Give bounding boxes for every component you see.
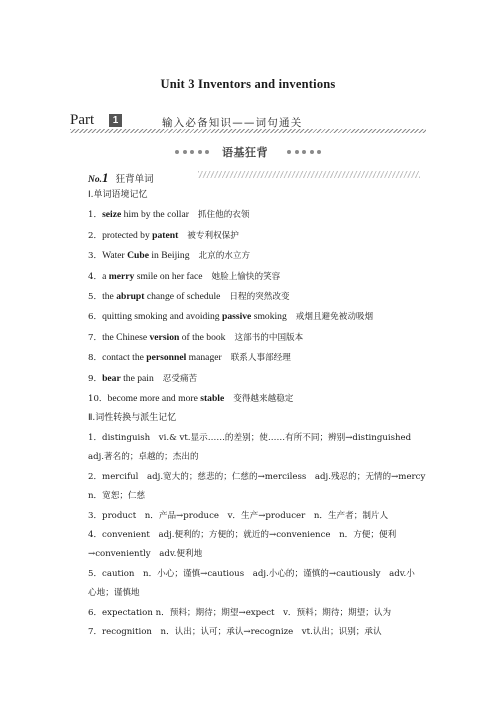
phrase-post: the pain	[120, 372, 154, 384]
part-label: Part	[70, 112, 95, 128]
item-number: 9．	[88, 373, 103, 384]
key-word: Cube	[127, 250, 149, 262]
key-word: abrupt	[116, 291, 145, 303]
list-item: →conveniently adv.便利地	[88, 549, 203, 560]
item-number: 7．	[88, 332, 103, 343]
item-number: 10．	[88, 394, 108, 405]
page-title: Unit 3 Inventors and inventions	[160, 77, 336, 91]
item-number: 8．	[88, 353, 103, 364]
phrase-post: him by the collar	[121, 209, 189, 221]
list-item: 2．merciful adj.宽大的；慈悲的；仁慈的→merciless adj.残忍的；无情的→mercy	[88, 471, 426, 482]
item-number: 6．	[88, 312, 103, 323]
part-divider	[70, 129, 426, 133]
item-number: 1．	[88, 210, 103, 221]
key-word: patent	[152, 229, 179, 241]
list-item	[88, 307, 430, 327]
phrase-post: of the book	[179, 331, 226, 343]
item-number: 5．	[88, 292, 103, 303]
list-item: 4．convenient adj.便利的；方便的；就近的→convenience n．方便；便利	[88, 529, 397, 540]
translation: 她脸上愉快的笑容	[211, 271, 281, 282]
translation: 抓住他的衣领	[197, 210, 250, 221]
list-item: 1．distinguish vi.& vt.显示……的差别；使……有所不同；辨别→distinguished	[88, 432, 412, 443]
section-heading-2: Ⅱ.词性转换与派生记忆	[88, 413, 177, 424]
list-item	[88, 348, 430, 368]
key-word: passive	[221, 311, 252, 323]
section-heading-1: Ⅰ.单词语境记忆	[88, 190, 148, 200]
phrase-pre: the	[102, 291, 117, 303]
key-word: seize	[102, 209, 122, 221]
phrase-post: change of schedule	[144, 291, 221, 303]
section-banner	[175, 144, 325, 158]
phrase-pre: Water	[102, 250, 128, 262]
list-item	[88, 267, 430, 287]
part-header	[70, 112, 426, 130]
dots-right-icon	[287, 150, 325, 154]
translation: 被专利权保护	[187, 230, 239, 241]
translation: 戒烟且避免被动吸烟	[295, 312, 374, 323]
list-item	[88, 226, 430, 246]
no-section-header	[88, 167, 428, 185]
phrase-pre: protected by	[102, 229, 153, 241]
translation: 这部书的中国版本	[234, 332, 304, 343]
translation: 日程的突然改变	[229, 292, 290, 303]
hatch-decoration	[198, 171, 420, 178]
translation: 忍受痛苦	[162, 373, 198, 384]
phrase-post: smile on her face	[134, 270, 203, 282]
list-item: 7．recognition n．认出；认可；承认→recognize vt.认出；识别；承认	[88, 626, 382, 637]
translation: 北京的水立方	[198, 251, 251, 262]
list-item	[88, 328, 430, 348]
part-subtitle: 输入必备知识——词句通关	[162, 117, 303, 129]
list-item	[88, 287, 430, 307]
list-item: n．宽恕；仁慈	[88, 491, 146, 502]
banner-text: 语基狂背	[222, 146, 268, 159]
key-word: bear	[102, 372, 121, 384]
translation: 联系人事部经理	[230, 353, 291, 364]
phrase-pre: quitting smoking and avoiding	[102, 311, 222, 323]
item-number: 4．	[88, 271, 103, 282]
phrase-post: manager	[186, 352, 222, 364]
list-item: 6．expectation n．预料；期待；期望→expect v．预料；期待；期望；认为	[88, 607, 392, 618]
list-item: 5．caution n．小心；谨慎→cautious adj.小心的；谨慎的→cautiously adv.小	[88, 568, 415, 579]
phrase-post: in Beijing	[148, 250, 190, 262]
derivation-list	[88, 429, 430, 642]
no-section-title: 狂背单词	[115, 174, 154, 185]
part-number-badge: 1	[109, 114, 122, 127]
translation: 变得越来越稳定	[233, 394, 294, 405]
key-word: personnel	[146, 352, 187, 364]
no-label: No.1	[88, 170, 109, 185]
item-number: 3．	[88, 251, 103, 262]
content-body	[88, 186, 430, 642]
key-word: merry	[108, 270, 135, 282]
key-word: version	[149, 331, 180, 343]
phrase-post: smoking	[251, 311, 287, 323]
vocab-context-list	[88, 205, 430, 409]
phrase-pre: contact the	[102, 352, 147, 364]
list-item	[88, 369, 430, 389]
phrase-pre: become more and more	[107, 393, 201, 405]
key-word: stable	[200, 393, 225, 405]
list-item: adj.著名的；卓越的；杰出的	[88, 452, 199, 463]
list-item	[88, 389, 430, 409]
dots-left-icon	[175, 150, 213, 154]
list-item	[88, 246, 430, 266]
phrase-pre: the Chinese	[102, 331, 150, 343]
list-item: 心地；谨慎地	[88, 588, 140, 599]
list-item	[88, 205, 430, 225]
item-number: 2．	[88, 230, 103, 241]
phrase-pre: a	[102, 270, 109, 282]
list-item: 3．product n．产品→produce v．生产→producer n．生产者；制片人	[88, 510, 389, 521]
